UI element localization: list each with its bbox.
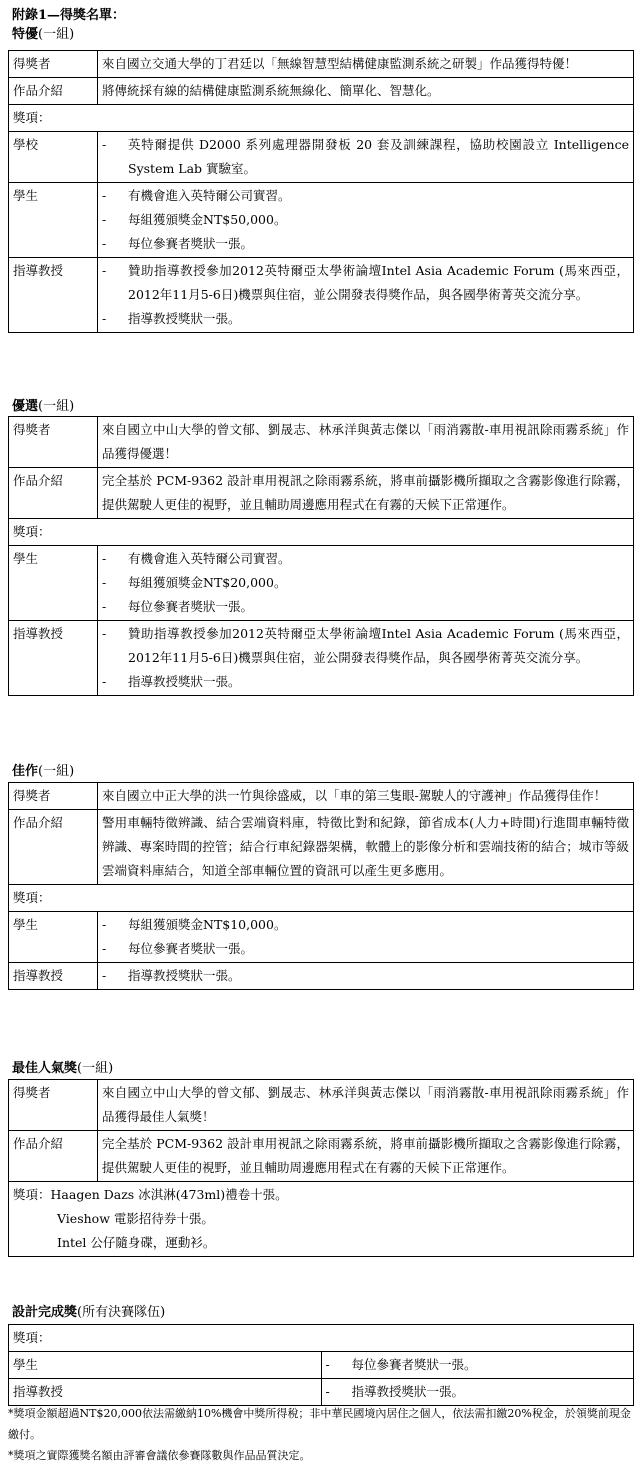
winner-label: 得獎者: [9, 1080, 98, 1131]
prize-line: Intel 公仔隨身碟，運動衫。: [57, 1235, 216, 1250]
table-row: [9, 417, 634, 468]
table-row: [9, 783, 634, 810]
table-row: [9, 78, 634, 105]
list-item: [13, 1207, 629, 1231]
row-label-advisor: 指導教授: [9, 258, 98, 333]
winner-text: 來自國立中正大學的洪一竹與徐盛威，以「車的第三隻眼-駕駛人的守護神」作品獲得佳作！: [98, 783, 634, 810]
section-title-honorable: 佳作(一組): [12, 764, 75, 779]
award-table-honorable: [8, 782, 634, 990]
prize-label: 獎項：: [9, 885, 634, 912]
prize-label: 獎項：: [9, 519, 634, 546]
table-row: [9, 1182, 634, 1257]
list-item: - 每位參賽者獎狀一張。: [102, 941, 254, 956]
intro-text: 將傳統採有線的結構健康監測系統無線化、簡單化、智慧化。: [98, 78, 634, 105]
row-items: [98, 132, 634, 183]
winner-label: 得獎者: [9, 783, 98, 810]
section-title-merit: 優選(一組): [12, 399, 75, 414]
table-row: [9, 621, 634, 696]
list-item: - 贊助指導教授參加2012英特爾亞太學術論壇Intel Asia Academic Forum (馬來西亞，2012年11月5-6日)機票與住宿，並公開發表得獎作品，與各國學術菁英交流分享。: [102, 626, 629, 665]
list-item: - 每組獲頒獎金NT$10,000。: [102, 917, 287, 932]
table-row: [9, 1080, 634, 1131]
row-items: [98, 183, 634, 258]
list-item: - 贊助指導教授參加2012英特爾亞太學術論壇Intel Asia Academic Forum (馬來西亞，2012年11月5-6日)機票與住宿，並公開發表得獎作品，與各國學術菁英交流分享。: [102, 263, 629, 302]
table-row: [9, 183, 634, 258]
list-item: - 指導教授獎狀一張。: [102, 674, 241, 689]
list-item: - 指導教授獎狀一張。: [102, 968, 241, 983]
prize-list: [9, 1182, 634, 1257]
winner-label: 得獎者: [9, 51, 98, 78]
table-row: [9, 1131, 634, 1182]
award-table-popular: [8, 1079, 634, 1257]
list-item: - 每位參賽者獎狀一張。: [102, 599, 254, 614]
award-table-completion: [8, 1324, 634, 1406]
intro-text: 完全基於 PCM-9362 設計車用視訊之除雨霧系統，將車前攝影機所擷取之含霧影像進行除霧，提供駕駛人更佳的視野，並且輔助周邊應用程式在有霧的天候下正常運作。: [98, 1131, 634, 1182]
table-row: [9, 546, 634, 621]
footnote-quota: *獎項之實際獲獎名額由評審會議依參賽隊數與作品品質決定。: [8, 1449, 311, 1462]
intro-text: 完全基於 PCM-9362 設計車用視訊之除雨霧系統，將車前攝影機所擷取之含霧影像進行除霧，提供駕駛人更佳的視野，並且輔助周邊應用程式在有霧的天候下正常運作。: [98, 468, 634, 519]
table-row: [9, 519, 634, 546]
winner-text: 來自國立交通大學的丁君廷以「無線智慧型結構健康監測系統之研製」作品獲得特優！: [98, 51, 634, 78]
row-items: [321, 1379, 634, 1406]
table-row: [9, 810, 634, 885]
award-table-merit: [8, 416, 634, 696]
list-item: - 每組獲頒獎金NT$20,000。: [102, 575, 287, 590]
table-row: [9, 105, 634, 132]
row-items: [98, 963, 634, 990]
intro-label: 作品介紹: [9, 78, 98, 105]
prize-label: 獎項：: [9, 1325, 634, 1352]
prize-line: Haagen Dazs 冰淇淋(473ml)禮卷十張。: [50, 1187, 288, 1202]
table-row: [9, 912, 634, 963]
intro-text: 警用車輛特徵辨識、結合雲端資料庫，特徵比對和紀錄，節省成本(人力+時間)行進間車輛特徵辨識、專案時間的控管；結合行車紀錄器架構，軟體上的影像分析和雲端技術的結合；城市等級雲端資料庫結合，知道全部車輛位置的資訊可以產生更多應用。: [98, 810, 634, 885]
row-items: [98, 258, 634, 333]
award-table-excellent: [8, 50, 634, 333]
row-label-student: 學生: [9, 546, 98, 621]
list-item: - 指導教授獎狀一張。: [325, 1384, 465, 1399]
row-label-student: 學生: [9, 183, 98, 258]
prize-label: 獎項：: [13, 1187, 51, 1202]
section-title-excellent: 特優(一組): [12, 27, 75, 42]
row-label-school: 學校: [9, 132, 98, 183]
table-row: [9, 258, 634, 333]
doc-title: 附錄1—得獎名單：: [12, 8, 126, 23]
table-row: [9, 51, 634, 78]
list-item: - 每位參賽者獎狀一張。: [325, 1357, 477, 1372]
section-title-popular: 最佳人氣獎(一組): [12, 1061, 114, 1076]
row-label-student: 學生: [9, 1352, 322, 1379]
row-items: [98, 912, 634, 963]
list-item: - 英特爾提供 D2000 系列處理器開發板 20 套及訓練課程，協助校園設立 Intelligence System Lab 實驗室。: [102, 137, 629, 176]
footnotes: [8, 1403, 634, 1466]
row-label-advisor: 指導教授: [9, 963, 98, 990]
table-row: [9, 1379, 634, 1406]
footnote-tax: *獎項金額超過NT$20,000依法需繳納10%機會中獎所得稅；非中華民國境內居住之個人，依法需扣繳20%稅金，於領獎前現金繳付。: [8, 1407, 631, 1441]
intro-label: 作品介紹: [9, 468, 98, 519]
list-item: - 每位參賽者獎狀一張。: [102, 236, 254, 251]
prize-line: Vieshow 電影招待券十張。: [57, 1211, 214, 1226]
table-row: [9, 1352, 634, 1379]
list-item: - 有機會進入英特爾公司實習。: [102, 551, 291, 566]
table-row: [9, 132, 634, 183]
row-label-student: 學生: [9, 912, 98, 963]
row-items: [98, 621, 634, 696]
section-title-completion: 設計完成獎(所有決賽隊伍): [12, 1305, 166, 1320]
list-item: [13, 1231, 629, 1255]
winner-text: 來自國立中山大學的曾文郁、劉晟志、林承洋與黃志傑以「雨消霧散-車用視訊除雨霧系統」作品獲得最佳人氣獎！: [98, 1080, 634, 1131]
table-row: [9, 885, 634, 912]
list-item: - 有機會進入英特爾公司實習。: [102, 188, 291, 203]
table-row: [9, 468, 634, 519]
row-label-advisor: 指導教授: [9, 621, 98, 696]
row-items: [321, 1352, 634, 1379]
row-items: [98, 546, 634, 621]
intro-label: 作品介紹: [9, 810, 98, 885]
row-label-advisor: 指導教授: [9, 1379, 322, 1406]
list-item: [13, 1183, 629, 1207]
winner-text: 來自國立中山大學的曾文郁、劉晟志、林承洋與黃志傑以「雨消霧散-車用視訊除雨霧系統」作品獲得優選！: [98, 417, 634, 468]
table-row: [9, 963, 634, 990]
list-item: - 指導教授獎狀一張。: [102, 311, 241, 326]
table-row: [9, 1325, 634, 1352]
winner-label: 得獎者: [9, 417, 98, 468]
intro-label: 作品介紹: [9, 1131, 98, 1182]
list-item: - 每組獲頒獎金NT$50,000。: [102, 212, 287, 227]
prize-label: 獎項：: [9, 105, 634, 132]
